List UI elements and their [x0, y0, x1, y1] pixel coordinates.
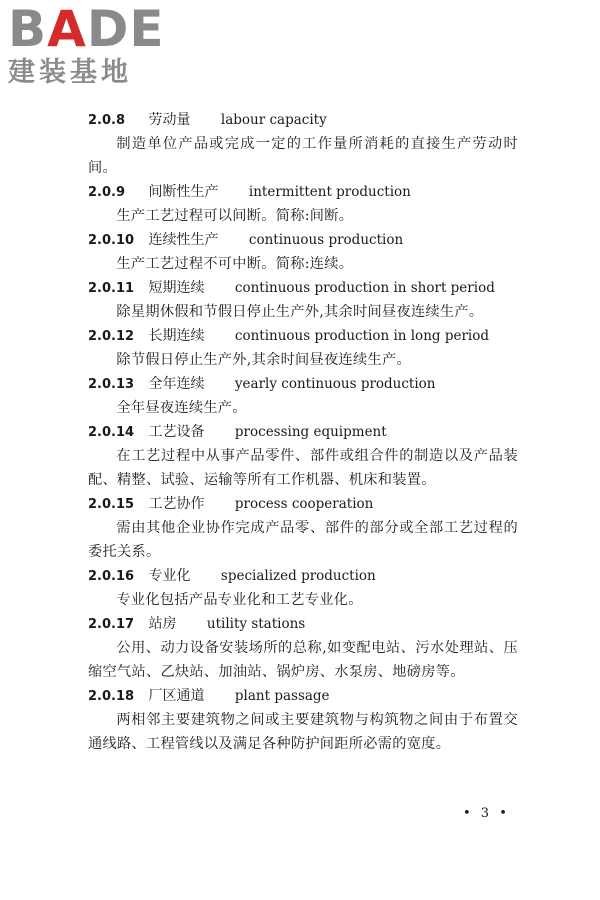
entry-number: 2.0.15 — [88, 497, 135, 512]
glossary-entry — [88, 612, 518, 684]
glossary-entry — [88, 108, 518, 180]
glossary-entry — [88, 420, 518, 492]
entry-term: 全年连续 — [148, 376, 205, 392]
entry-english: yearly continuous production — [234, 376, 436, 392]
logo-letter-e: E — [129, 0, 165, 58]
entry-definition: 生产工艺过程可以间断。简称:间断。 — [116, 208, 354, 224]
entry-number: 2.0.18 — [88, 689, 135, 704]
entry-heading — [88, 108, 518, 132]
entry-english: processing equipment — [234, 424, 387, 440]
entry-heading — [88, 372, 518, 396]
entry-english: specialized production — [220, 568, 376, 584]
entry-term: 专业化 — [148, 568, 191, 584]
entry-heading — [88, 564, 518, 588]
entry-term: 短期连续 — [148, 280, 205, 296]
logo-letter-b: B — [8, 0, 48, 58]
entry-number: 2.0.9 — [88, 185, 126, 200]
glossary-entry — [88, 228, 518, 276]
entry-definition: 两相邻主要建筑物之间或主要建筑物与构筑物之间由于布置交通线路、工程管线以及满足各种防护间距所必需的宽度。 — [88, 712, 518, 752]
entry-term: 长期连续 — [148, 328, 205, 344]
entry-english: intermittent production — [248, 184, 411, 200]
entry-number: 2.0.8 — [88, 113, 126, 128]
logo-letter-a: A — [47, 0, 87, 58]
entry-english: labour capacity — [220, 112, 327, 128]
entry-term: 工艺协作 — [148, 496, 205, 512]
entry-definition: 需由其他企业协作完成产品零、部件的部分或全部工艺过程的委托关系。 — [88, 520, 518, 560]
entry-number: 2.0.16 — [88, 569, 135, 584]
entry-number: 2.0.10 — [88, 233, 135, 248]
entry-heading — [88, 276, 518, 300]
entry-term: 劳动量 — [148, 112, 191, 128]
logo-wordmark — [8, 0, 178, 58]
entry-number: 2.0.14 — [88, 425, 135, 440]
page-number: • 3 • — [463, 806, 510, 821]
glossary-entry — [88, 324, 518, 372]
entry-number: 2.0.17 — [88, 617, 135, 632]
entry-english: process cooperation — [234, 496, 374, 512]
entry-heading — [88, 612, 518, 636]
entry-definition: 制造单位产品或完成一定的工作量所消耗的直接生产劳动时间。 — [88, 136, 518, 176]
logo-subtitle: 建装基地 — [8, 57, 132, 88]
entry-term: 工艺设备 — [148, 424, 205, 440]
entry-english: plant passage — [234, 688, 330, 704]
entry-english: utility stations — [206, 616, 306, 632]
glossary-entry — [88, 180, 518, 228]
entry-heading — [88, 492, 518, 516]
entry-term: 间断性生产 — [148, 184, 219, 200]
logo-letter-d: D — [86, 0, 130, 58]
entry-term: 站房 — [148, 616, 177, 632]
glossary-entry — [88, 492, 518, 564]
glossary-entry — [88, 276, 518, 324]
glossary-entry — [88, 564, 518, 612]
bade-logo — [8, 0, 178, 94]
entry-definition: 生产工艺过程不可中断。简称:连续。 — [116, 256, 354, 272]
entry-definition: 全年昼夜连续生产。 — [116, 400, 247, 416]
entry-english: continuous production in long period — [234, 328, 489, 344]
entry-heading — [88, 180, 518, 204]
glossary-entry — [88, 684, 518, 756]
glossary-content — [88, 108, 518, 756]
entry-heading — [88, 684, 518, 708]
entry-definition: 公用、动力设备安装场所的总称,如变配电站、污水处理站、压缩空气站、乙炔站、加油站、锅炉房、水泵房、地磅房等。 — [88, 640, 518, 680]
entry-term: 厂区通道 — [148, 688, 205, 704]
entry-definition: 专业化包括产品专业化和工艺专业化。 — [116, 592, 363, 608]
entry-number: 2.0.13 — [88, 377, 135, 392]
glossary-entry — [88, 372, 518, 420]
entry-term: 连续性生产 — [148, 232, 219, 248]
entry-definition: 在工艺过程中从事产品零件、部件或组合件的制造以及产品装配、精整、试验、运输等所有工作机器、机床和装置。 — [88, 448, 518, 488]
entry-number: 2.0.11 — [88, 281, 135, 296]
entry-heading — [88, 420, 518, 444]
entry-english: continuous production — [248, 232, 404, 248]
entry-english: continuous production in short period — [234, 280, 495, 296]
entry-heading — [88, 228, 518, 252]
entry-definition: 除节假日停止生产外,其余时间昼夜连续生产。 — [116, 352, 411, 368]
entry-heading — [88, 324, 518, 348]
entry-number: 2.0.12 — [88, 329, 135, 344]
entry-definition: 除星期休假和节假日停止生产外,其余时间昼夜连续生产。 — [116, 304, 484, 320]
